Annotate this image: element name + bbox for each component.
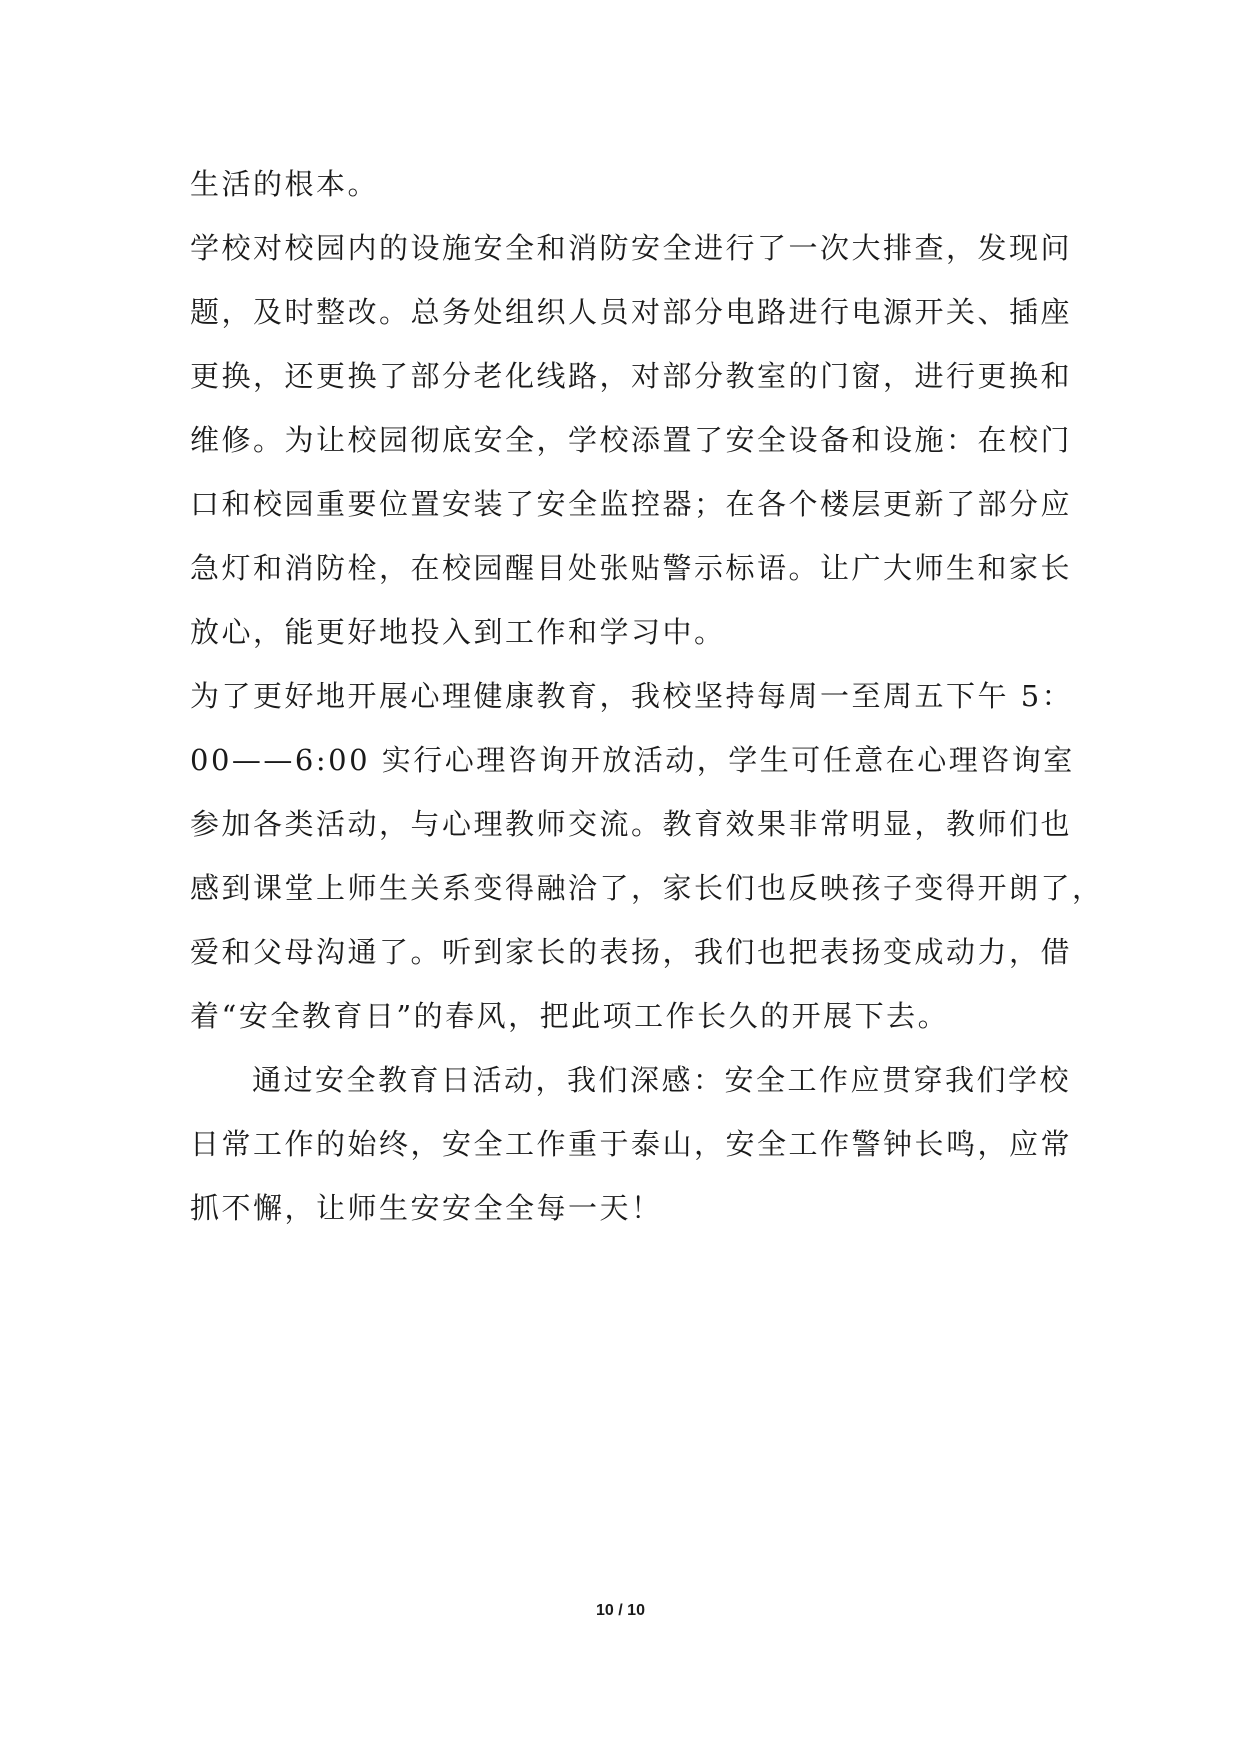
text-line: 爱和父母沟通了。听到家长的表扬，我们也把表扬变成动力，借 (190, 935, 1073, 969)
text-line: 生活的根本。 (190, 167, 380, 201)
text-line: 学校对校园内的设施安全和消防安全进行了一次大排查，发现问 (190, 231, 1073, 265)
text-line: 更换，还更换了部分老化线路，对部分教室的门窗，进行更换和 (190, 359, 1073, 393)
page-number: 10 / 10 (596, 1602, 645, 1619)
text-line: 日常工作的始终，安全工作重于泰山，安全工作警钟长鸣，应常 (190, 1127, 1073, 1161)
text-line: 题，及时整改。总务处组织人员对部分电路进行电源开关、插座 (190, 295, 1073, 329)
text-line: 急灯和消防栓，在校园醒目处张贴警示标语。让广大师生和家长 (190, 551, 1073, 585)
text-line-indented: 通过安全教育日活动，我们深感：安全工作应贯穿我们学校 (252, 1063, 1072, 1097)
text-line: 维修。为让校园彻底安全，学校添置了安全设备和设施：在校门 (190, 423, 1073, 457)
text-line: 着“安全教育日”的春风，把此项工作长久的开展下去。 (190, 999, 950, 1033)
text-line: 放心，能更好地投入到工作和学习中。 (190, 615, 726, 649)
text-line: 口和校园重要位置安装了安全监控器；在各个楼层更新了部分应 (190, 487, 1073, 521)
document-body (190, 152, 1104, 1240)
text-line: 00——6:00 实行心理咨询开放活动，学生可任意在心理咨询室 (190, 743, 1075, 777)
text-line: 抓不懈，让师生安安全全每一天！ (190, 1191, 663, 1225)
text-line: 为了更好地开展心理健康教育，我校坚持每周一至周五下午 5： (190, 679, 1074, 713)
text-line: 参加各类活动，与心理教师交流。教育效果非常明显，教师们也 (190, 807, 1073, 841)
text-line: 感到课堂上师生关系变得融洽了，家长们也反映孩子变得开朗了， (190, 871, 1104, 905)
